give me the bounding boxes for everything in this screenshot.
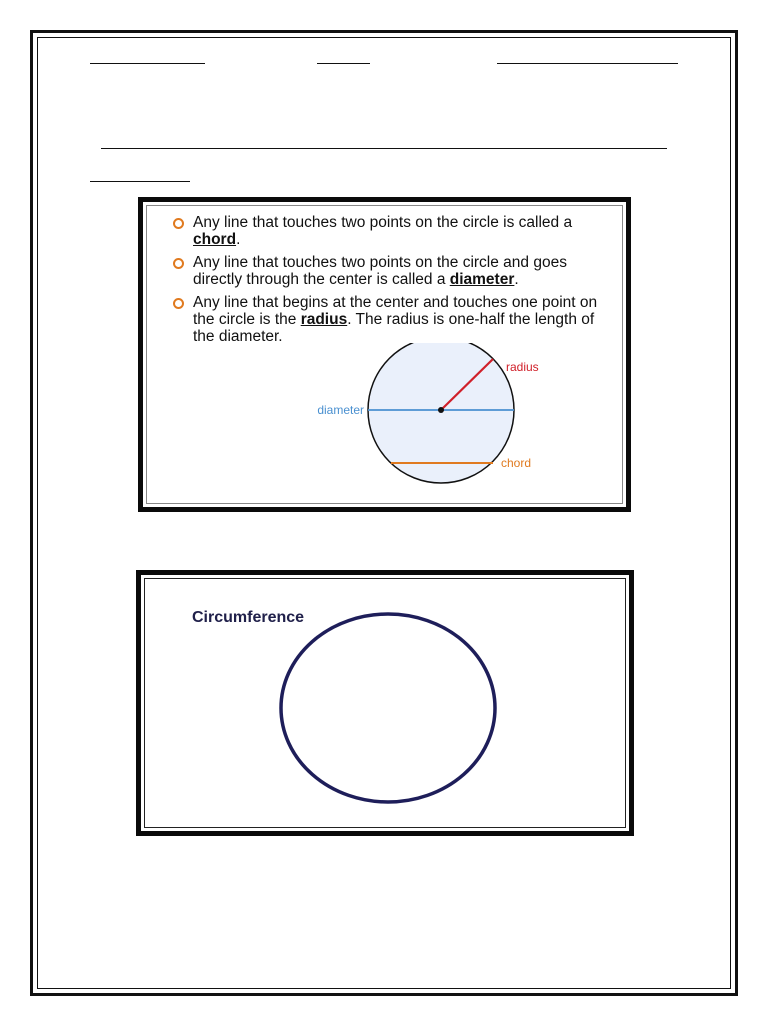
- name-blank-line[interactable]: [90, 63, 205, 64]
- circumference-label: Circumference: [192, 609, 305, 626]
- bullet-circle-icon: [173, 298, 184, 309]
- class-blank-line[interactable]: [497, 63, 678, 64]
- chord-term: chord: [193, 231, 237, 248]
- bullet-text-end: .: [236, 231, 241, 248]
- bullet-text: Any line that touches two points on the circle and goes directly through the center is called a: [193, 254, 567, 288]
- list-item: [173, 254, 613, 288]
- radius-term: radius: [300, 311, 348, 328]
- page-border-inner: [37, 37, 731, 989]
- diameter-term: diameter: [449, 271, 515, 288]
- definition-list: [173, 214, 613, 351]
- circumference-circle: [281, 614, 495, 802]
- circle-diagram: [301, 343, 601, 493]
- list-item: [173, 214, 613, 248]
- figure-content: [151, 208, 618, 499]
- circle-parts-figure: [138, 197, 631, 512]
- bullet-text: Any line that begins at the center and touches one point on the circle is the: [193, 294, 598, 328]
- chord-label: chord: [501, 456, 532, 470]
- bullet-text: Any line that touches two points on the circle is called a: [193, 214, 573, 231]
- bullet-text-end: . The radius is one-half the length of the diameter.: [193, 311, 595, 345]
- diameter-label: diameter: [317, 403, 364, 417]
- center-point: [438, 407, 444, 413]
- date-blank-line[interactable]: [317, 63, 370, 64]
- bullet-text-end: .: [514, 271, 519, 288]
- bullet-circle-icon: [173, 258, 184, 269]
- circumference-figure: [136, 570, 634, 836]
- title-blank-line[interactable]: [101, 148, 667, 149]
- list-item: [173, 294, 613, 345]
- subtitle-blank-line[interactable]: [90, 181, 190, 182]
- bullet-circle-icon: [173, 218, 184, 229]
- radius-label: radius: [506, 360, 539, 374]
